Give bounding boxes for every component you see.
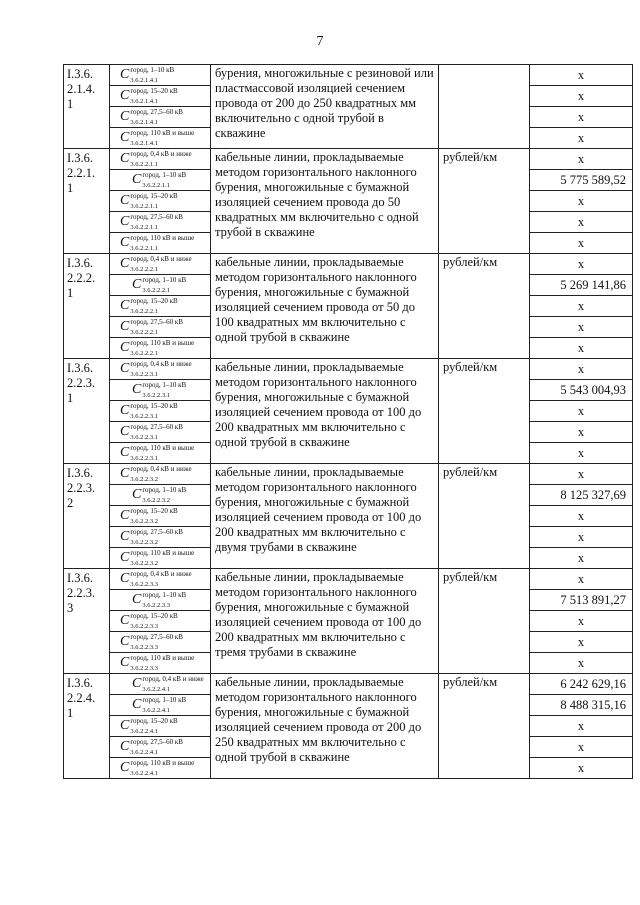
- rate-symbol-scripts: [130, 88, 177, 105]
- rate-symbol-letter: C: [120, 214, 130, 229]
- rate-symbol-superscript: город, 27,5–60 кВ: [130, 738, 183, 746]
- rate-symbol-superscript: город, 110 кВ и выше: [130, 549, 195, 557]
- rate-value: x: [530, 758, 633, 779]
- rate-symbol-scripts: [130, 550, 194, 567]
- rate-symbol-subscript: 3.6.2.2.3.2: [130, 518, 158, 525]
- rate-symbol-letter: C: [120, 403, 130, 418]
- rate-symbol-scripts: [130, 256, 191, 273]
- rate-symbol-subscript: 3.6.2.2.3.2: [130, 560, 158, 567]
- rate-symbol-letter: C: [120, 193, 130, 208]
- rate-symbol-cell: [110, 275, 211, 296]
- rate-symbol: [110, 233, 210, 252]
- rate-symbol-letter: C: [120, 613, 130, 628]
- rate-value: 5 543 004,93: [530, 380, 633, 401]
- rate-symbol-letter: C: [132, 487, 142, 502]
- rate-symbol-cell: [110, 191, 211, 212]
- rate-symbol-scripts: [142, 697, 186, 714]
- rate-symbol: [110, 149, 210, 168]
- rate-symbol-cell: [110, 548, 211, 569]
- rate-symbol-scripts: [130, 508, 177, 525]
- rate-symbol-cell: [110, 632, 211, 653]
- rate-symbol-scripts: [130, 760, 194, 777]
- rate-symbol: [110, 674, 210, 693]
- rate-symbol-letter: C: [120, 256, 130, 271]
- rate-value: x: [530, 233, 633, 254]
- rate-symbol-superscript: город, 1–10 кВ: [142, 696, 187, 704]
- rate-value: x: [530, 506, 633, 527]
- item-code: I.3.6. 2.2.3. 3: [64, 569, 110, 674]
- rate-symbol-subscript: 3.6.2.2.3.3: [130, 665, 158, 672]
- rate-value: 7 513 891,27: [530, 590, 633, 611]
- table-row: [64, 569, 633, 590]
- table-row: [64, 149, 633, 170]
- rate-symbol-scripts: [130, 655, 194, 672]
- rate-symbol-superscript: город, 15–20 кВ: [130, 297, 178, 305]
- rate-symbol-letter: C: [120, 319, 130, 334]
- rate-symbol-subscript: 3.6.2.2.1.1: [130, 245, 158, 252]
- rate-symbol: [110, 86, 210, 105]
- rate-symbol-scripts: [130, 361, 191, 378]
- rate-symbol-cell: [110, 506, 211, 527]
- rate-symbol-scripts: [130, 718, 177, 735]
- item-code: I.3.6. 2.2.3. 1: [64, 359, 110, 464]
- rate-value: 8 488 315,16: [530, 695, 633, 716]
- rate-value: x: [530, 443, 633, 464]
- rate-symbol-subscript: 3.6.2.1.4.1: [130, 119, 158, 126]
- item-description: кабельные линии, прокладываемые методом горизонтального наклонного бурения, многожильные с бумажной изоляцией сечением провода от 50 до 100 квадратных мм включительно с одной трубой в скважине: [211, 254, 439, 359]
- rate-symbol-letter: C: [132, 676, 142, 691]
- rate-symbol-letter: C: [132, 382, 142, 397]
- rate-symbol: [110, 254, 210, 273]
- rate-symbol-cell: [110, 695, 211, 716]
- rate-value: x: [530, 527, 633, 548]
- rate-symbol-letter: C: [120, 634, 130, 649]
- rate-symbol: [110, 338, 210, 357]
- rate-symbol-subscript: 3.6.2.2.1.1: [130, 161, 158, 168]
- rate-symbol-superscript: город, 110 кВ и выше: [130, 444, 195, 452]
- rate-symbol: [110, 632, 210, 651]
- rate-symbol-letter: C: [120, 151, 130, 166]
- rate-value: x: [530, 254, 633, 275]
- rate-symbol: [110, 170, 210, 189]
- rate-symbol-scripts: [130, 445, 194, 462]
- rate-symbol-subscript: 3.6.2.2.3.1: [130, 455, 158, 462]
- rate-symbol: [110, 359, 210, 378]
- rate-symbol-subscript: 3.6.2.2.3.3: [130, 623, 158, 630]
- rate-symbol-cell: [110, 527, 211, 548]
- rate-symbol-cell: [110, 611, 211, 632]
- rate-symbol-letter: C: [120, 739, 130, 754]
- rate-symbol-cell: [110, 485, 211, 506]
- table-row: [64, 359, 633, 380]
- rate-symbol-subscript: 3.6.2.1.4.1: [130, 140, 158, 147]
- rate-symbol-scripts: [130, 466, 191, 483]
- rate-symbol-subscript: 3.6.2.2.1.1: [130, 203, 158, 210]
- rate-symbol-subscript: 3.6.2.2.2.1: [142, 287, 170, 294]
- rate-symbol-superscript: город, 110 кВ и выше: [130, 759, 195, 767]
- rate-symbol-cell: [110, 674, 211, 695]
- rate-symbol-superscript: город, 15–20 кВ: [130, 717, 178, 725]
- rate-symbol-cell: [110, 317, 211, 338]
- rate-symbol-superscript: город, 0,4 кВ и ниже: [130, 570, 192, 578]
- rate-symbol-cell: [110, 359, 211, 380]
- item-code: I.3.6. 2.1.4. 1: [64, 65, 110, 149]
- rate-value: x: [530, 65, 633, 86]
- rate-symbol-cell: [110, 464, 211, 485]
- rate-value: x: [530, 317, 633, 338]
- rate-symbol-superscript: город, 27,5–60 кВ: [130, 318, 183, 326]
- rate-symbol-subscript: 3.6.2.2.3.3: [142, 602, 170, 609]
- rate-value: x: [530, 191, 633, 212]
- rate-symbol-scripts: [130, 67, 174, 84]
- rates-table: [63, 64, 633, 779]
- rate-symbol: [110, 611, 210, 630]
- item-unit: рублей/км: [439, 569, 530, 674]
- rate-symbol-letter: C: [120, 109, 130, 124]
- table-row: [64, 674, 633, 695]
- rate-symbol-scripts: [130, 340, 194, 357]
- rate-symbol: [110, 758, 210, 777]
- rate-value: 8 125 327,69: [530, 485, 633, 506]
- rate-symbol-letter: C: [120, 361, 130, 376]
- rate-symbol-cell: [110, 737, 211, 758]
- rate-symbol-subscript: 3.6.2.2.2.1: [130, 308, 158, 315]
- table-row: [64, 464, 633, 485]
- rate-symbol-letter: C: [132, 277, 142, 292]
- rate-symbol-letter: C: [120, 130, 130, 145]
- rate-symbol-scripts: [142, 676, 203, 693]
- item-description: кабельные линии, прокладываемые методом горизонтального наклонного бурения, многожильные с бумажной изоляцией сечением провода от 100 до 200 квадратных мм включительно с двумя трубами в скважине: [211, 464, 439, 569]
- rate-value: x: [530, 716, 633, 737]
- rate-symbol-subscript: 3.6.2.2.3.1: [142, 392, 170, 399]
- rate-symbol-scripts: [130, 424, 183, 441]
- rate-value: x: [530, 611, 633, 632]
- rate-symbol: [110, 191, 210, 210]
- rate-symbol-superscript: город, 27,5–60 кВ: [130, 528, 183, 536]
- rate-value: x: [530, 464, 633, 485]
- rate-symbol: [110, 317, 210, 336]
- rate-symbol-superscript: город, 110 кВ и выше: [130, 234, 195, 242]
- rate-symbol-letter: C: [132, 697, 142, 712]
- rate-symbol-superscript: город, 110 кВ и выше: [130, 339, 195, 347]
- rate-value: x: [530, 86, 633, 107]
- rate-symbol-letter: C: [120, 445, 130, 460]
- rate-symbol-letter: C: [120, 298, 130, 313]
- rate-symbol: [110, 716, 210, 735]
- rate-symbol-superscript: город, 27,5–60 кВ: [130, 108, 183, 116]
- rate-symbol-scripts: [142, 382, 186, 399]
- rate-symbol-letter: C: [132, 592, 142, 607]
- rate-symbol: [110, 695, 210, 714]
- rate-symbol-scripts: [130, 298, 177, 315]
- item-description: кабельные линии, прокладываемые методом горизонтального наклонного бурения, многожильные с бумажной изоляцией сечением провода до 50 квадратных мм включительно с одной трубой в скважине: [211, 149, 439, 254]
- rate-symbol-scripts: [130, 151, 191, 168]
- rate-value: x: [530, 548, 633, 569]
- rate-symbol-scripts: [130, 130, 194, 147]
- rate-value: 5 775 589,52: [530, 170, 633, 191]
- rate-symbol: [110, 65, 210, 84]
- rate-symbol-subscript: 3.6.2.2.2.1: [130, 266, 158, 273]
- rate-symbol-cell: [110, 422, 211, 443]
- rate-symbol-scripts: [142, 487, 186, 504]
- rate-symbol-superscript: город, 1–10 кВ: [142, 171, 187, 179]
- rate-symbol: [110, 506, 210, 525]
- rate-symbol: [110, 275, 210, 294]
- rate-symbol-cell: [110, 401, 211, 422]
- rate-symbol: [110, 422, 210, 441]
- rate-symbol-letter: C: [120, 466, 130, 481]
- rate-symbol-cell: [110, 653, 211, 674]
- rate-symbol-scripts: [130, 109, 183, 126]
- rate-symbol: [110, 527, 210, 546]
- item-unit: [439, 65, 530, 149]
- rate-symbol: [110, 107, 210, 126]
- rate-symbol-subscript: 3.6.2.2.3.3: [130, 644, 158, 651]
- rate-symbol: [110, 548, 210, 567]
- rate-symbol-subscript: 3.6.2.2.3.2: [130, 476, 158, 483]
- item-unit: рублей/км: [439, 254, 530, 359]
- rate-symbol-cell: [110, 149, 211, 170]
- rate-value: x: [530, 359, 633, 380]
- rate-symbol-subscript: 3.6.2.2.4.1: [130, 749, 158, 756]
- rate-symbol-cell: [110, 338, 211, 359]
- rate-symbol: [110, 443, 210, 462]
- rate-symbol-subscript: 3.6.2.2.4.1: [130, 728, 158, 735]
- rate-value: x: [530, 422, 633, 443]
- rate-symbol-cell: [110, 443, 211, 464]
- rate-symbol-subscript: 3.6.2.2.3.3: [130, 581, 158, 588]
- rate-symbol-superscript: город, 1–10 кВ: [142, 381, 187, 389]
- rate-value: x: [530, 212, 633, 233]
- rate-symbol-cell: [110, 590, 211, 611]
- rate-symbol-superscript: город, 15–20 кВ: [130, 612, 178, 620]
- rate-symbol-scripts: [130, 214, 183, 231]
- rate-symbol: [110, 653, 210, 672]
- page-number: 7: [316, 34, 324, 49]
- rate-symbol-cell: [110, 170, 211, 191]
- rate-symbol: [110, 401, 210, 420]
- rate-symbol-letter: C: [120, 88, 130, 103]
- rate-symbol: [110, 569, 210, 588]
- rate-symbol-letter: C: [120, 718, 130, 733]
- rate-symbol-scripts: [130, 739, 183, 756]
- rate-symbol-letter: C: [120, 529, 130, 544]
- item-code: I.3.6. 2.2.2. 1: [64, 254, 110, 359]
- rate-symbol: [110, 380, 210, 399]
- item-code: I.3.6. 2.2.3. 2: [64, 464, 110, 569]
- rate-symbol-scripts: [130, 634, 183, 651]
- rate-symbol-cell: [110, 65, 211, 86]
- rate-symbol: [110, 212, 210, 231]
- rate-symbol-scripts: [130, 235, 194, 252]
- rate-symbol-subscript: 3.6.2.2.3.1: [130, 434, 158, 441]
- rate-symbol-scripts: [130, 319, 183, 336]
- rate-value: x: [530, 737, 633, 758]
- item-unit: рублей/км: [439, 149, 530, 254]
- item-unit: рублей/км: [439, 674, 530, 779]
- rate-symbol-superscript: город, 15–20 кВ: [130, 87, 178, 95]
- rate-symbol-superscript: город, 110 кВ и выше: [130, 129, 195, 137]
- item-unit: рублей/км: [439, 359, 530, 464]
- rate-symbol-cell: [110, 212, 211, 233]
- rate-symbol-subscript: 3.6.2.2.1.1: [142, 182, 170, 189]
- rate-value: x: [530, 569, 633, 590]
- rate-symbol-letter: C: [120, 508, 130, 523]
- rate-symbol-scripts: [130, 571, 191, 588]
- rate-symbol-scripts: [130, 403, 177, 420]
- rate-symbol-superscript: город, 0,4 кВ и ниже: [130, 465, 192, 473]
- rate-symbol-superscript: город, 0,4 кВ и ниже: [142, 675, 204, 683]
- rate-symbol-subscript: 3.6.2.2.2.1: [130, 329, 158, 336]
- rate-symbol: [110, 737, 210, 756]
- rate-symbol-superscript: город, 15–20 кВ: [130, 507, 178, 515]
- rate-symbol-letter: C: [120, 424, 130, 439]
- rate-symbol-subscript: 3.6.2.2.4.1: [142, 686, 170, 693]
- rate-symbol-subscript: 3.6.2.2.3.1: [130, 413, 158, 420]
- rate-symbol-cell: [110, 296, 211, 317]
- rate-symbol: [110, 485, 210, 504]
- rate-symbol-subscript: 3.6.2.2.3.2: [142, 497, 170, 504]
- table-row: [64, 254, 633, 275]
- rate-symbol-superscript: город, 0,4 кВ и ниже: [130, 255, 192, 263]
- rate-symbol-subscript: 3.6.2.1.4.1: [130, 77, 158, 84]
- rate-symbol-cell: [110, 569, 211, 590]
- rate-symbol-subscript: 3.6.2.2.1.1: [130, 224, 158, 231]
- table-row: [64, 65, 633, 86]
- rate-value: 6 242 629,16: [530, 674, 633, 695]
- rate-symbol-superscript: город, 1–10 кВ: [142, 276, 187, 284]
- rate-symbol-letter: C: [120, 67, 130, 82]
- rate-symbol-cell: [110, 86, 211, 107]
- rate-symbol-letter: C: [120, 235, 130, 250]
- rate-symbol-cell: [110, 716, 211, 737]
- rate-symbol-superscript: город, 27,5–60 кВ: [130, 633, 183, 641]
- rate-symbol-superscript: город, 15–20 кВ: [130, 192, 178, 200]
- rate-symbol-subscript: 3.6.2.2.4.1: [142, 707, 170, 714]
- rate-symbol-superscript: город, 27,5–60 кВ: [130, 423, 183, 431]
- rate-symbol-letter: C: [120, 340, 130, 355]
- rate-symbol-superscript: город, 0,4 кВ и ниже: [130, 150, 192, 158]
- rate-symbol-superscript: город, 0,4 кВ и ниже: [130, 360, 192, 368]
- rate-symbol-letter: C: [120, 760, 130, 775]
- rate-symbol: [110, 296, 210, 315]
- rate-symbol-scripts: [142, 172, 186, 189]
- rate-symbol-letter: C: [132, 172, 142, 187]
- rate-symbol-cell: [110, 233, 211, 254]
- rate-value: x: [530, 632, 633, 653]
- item-unit: рублей/км: [439, 464, 530, 569]
- rate-value: x: [530, 149, 633, 170]
- rate-value: 5 269 141,86: [530, 275, 633, 296]
- rate-symbol-subscript: 3.6.2.2.2.1: [130, 350, 158, 357]
- item-description: бурения, многожильные с резиновой или пластмассовой изоляцией сечением провода от 200 до 250 квадратных мм включительно с одной трубой в скважине: [211, 65, 439, 149]
- rate-symbol-superscript: город, 1–10 кВ: [142, 591, 187, 599]
- rate-value: x: [530, 107, 633, 128]
- rate-symbol-cell: [110, 758, 211, 779]
- rate-symbol: [110, 590, 210, 609]
- rate-value: x: [530, 296, 633, 317]
- rate-symbol-letter: C: [120, 550, 130, 565]
- rate-symbol-subscript: 3.6.2.1.4.1: [130, 98, 158, 105]
- rate-symbol-superscript: город, 1–10 кВ: [142, 486, 187, 494]
- rate-symbol-letter: C: [120, 655, 130, 670]
- rate-symbol-superscript: город, 27,5–60 кВ: [130, 213, 183, 221]
- rate-symbol-scripts: [130, 529, 183, 546]
- rate-symbol-cell: [110, 128, 211, 149]
- rate-value: x: [530, 653, 633, 674]
- rate-value: x: [530, 338, 633, 359]
- rate-symbol-subscript: 3.6.2.2.3.2: [130, 539, 158, 546]
- rate-symbol-superscript: город, 1–10 кВ: [130, 66, 175, 74]
- rate-symbol-superscript: город, 15–20 кВ: [130, 402, 178, 410]
- rate-symbol-cell: [110, 254, 211, 275]
- item-code: I.3.6. 2.2.1. 1: [64, 149, 110, 254]
- rate-symbol-scripts: [130, 193, 177, 210]
- rate-symbol-subscript: 3.6.2.2.3.1: [130, 371, 158, 378]
- rates-table-body: [64, 65, 633, 779]
- rate-symbol-superscript: город, 110 кВ и выше: [130, 654, 195, 662]
- rate-symbol-letter: C: [120, 571, 130, 586]
- item-description: кабельные линии, прокладываемые методом горизонтального наклонного бурения, многожильные с бумажной изоляцией сечением провода от 200 до 250 квадратных мм включительно с одной трубой в скважине: [211, 674, 439, 779]
- rate-symbol: [110, 128, 210, 147]
- rate-symbol-subscript: 3.6.2.2.4.1: [130, 770, 158, 777]
- rate-symbol: [110, 464, 210, 483]
- rate-value: x: [530, 401, 633, 422]
- rate-value: x: [530, 128, 633, 149]
- item-description: кабельные линии, прокладываемые методом горизонтального наклонного бурения, многожильные с бумажной изоляцией сечением провода от 100 до 200 квадратных мм включительно с одной трубой в скважине: [211, 359, 439, 464]
- rate-symbol-scripts: [142, 277, 186, 294]
- rate-symbol-scripts: [142, 592, 186, 609]
- rate-symbol-scripts: [130, 613, 177, 630]
- rate-symbol-cell: [110, 380, 211, 401]
- item-code: I.3.6. 2.2.4. 1: [64, 674, 110, 779]
- item-description: кабельные линии, прокладываемые методом горизонтального наклонного бурения, многожильные с бумажной изоляцией сечением провода от 100 до 200 квадратных мм включительно с тремя трубами в скважине: [211, 569, 439, 674]
- rate-symbol-cell: [110, 107, 211, 128]
